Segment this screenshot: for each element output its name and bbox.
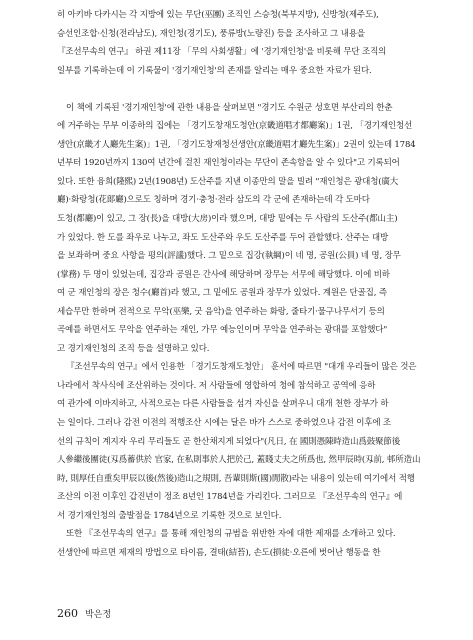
text-line: 『조선무속의 연구』 하권 제11장 「무의 사회생활」에 '경기재인청'을 비롯해 무단 조직의: [57, 47, 387, 58]
text-line: 여 군 재인청의 장은 청수(廳首)라 했고, 그 밑에도 공원과 장무가 있었다. 계원은 단골집, 즉: [57, 288, 387, 299]
text-line: 가 있었다. 한 도를 좌우로 나누고, 좌도 도산주와 우도 도산주를 두어 관할했다. 산주는 대방: [57, 232, 389, 243]
text-line: 人參繼後團徒(刄爲蓄供於 官家, 在私則事於人把於己, 蓋賤丈夫之所爲也, 然甲辰時(刄前, 邨所造山: [57, 455, 421, 466]
text-line: 『조선무속의 연구』에서 인용한 「경기도창재도청안」 훈서에 따르면 "대개 우리들이 많은 것은: [66, 362, 417, 373]
text-line: 승선인조합·신청(전라남도), 재인청(경기도), 풍류방(노량진) 등을 조사하고 그 내용을: [57, 28, 365, 39]
text-line: 또한 『조선무속의 연구』를 통해 재인청의 규범을 위반한 자에 대한 제재를 소개하고 있다.: [66, 529, 396, 540]
text-line: 고 경기재인청의 조직 등을 설명하고 있다.: [57, 343, 210, 354]
paragraph-2: [57, 99, 429, 359]
text-line: 있다. 또한 융희(隆熙) 2년(1908년) 도산주를 지낸 이종만의 말을 빌려 "재인청은 광대청(廣大: [57, 176, 399, 187]
paragraph-1: [57, 6, 429, 80]
paragraph-3: [57, 358, 429, 562]
text-line: 서 경기재인청의 출발점을 1784년으로 기록한 것으로 보인다.: [57, 510, 282, 521]
text-line: 일부를 기록하는데 이 기록물이 '경기재인청'의 존재를 알리는 매우 중요한 자료가 된다.: [57, 65, 372, 76]
text-line: 여 관가에 이바지하고, 사적으로는 다른 사람들을 섬겨 자신을 살펴우니 대개 천한 장부가 하: [57, 399, 389, 410]
text-line: 년부터 1920년까지 130여 년간에 걸친 재인청이라는 무단이 존속함을 알 수 있다"고 기록되어: [57, 158, 400, 169]
text-line: 곡예를 하면서도 무악을 연주하는 재인, 가무 예능인이며 무악을 연주하는 광대를 포함했다": [57, 325, 388, 336]
text-line: 세습무만 한하며 전적으로 무악(巫樂, 굿 음악)을 연주하는 화랑, 줄타기·물구나무서기 등의: [57, 306, 385, 317]
text-line: 廳)·화랑청(花郞廳)으로도 칭하며 경기·충청·전라 삼도의 각 군에 존재하는데 각 도마다: [57, 195, 370, 206]
text-line: 나라에서 착사식에 조산위하는 것이다. 저 사람들에 영합하여 청에 참석하고 공역에 응하: [57, 380, 376, 391]
text-line: 도청(都廳)이 있고, 그 장(長)을 대방(大房)이라 했으며, 대방 밑에는 두 사람의 도산주(都山主): [57, 213, 398, 224]
text-line: 는 일이다. 그러나 감전 이전의 적행조산 시에는 달은 바가 스스로 중하였으나 감전 이후에 조: [57, 417, 391, 428]
text-line: (掌務) 두 명이 있었는데, 집강과 공원은 간사에 해당하며 장무는 서무에 해당했다. 이에 비하: [57, 269, 390, 280]
text-line: 선의 규칙이 계지자 우리 무리들도 곧 한산채지게 되었다"(凡日, 在 國則憑陳時造山爲鼓聚節後: [57, 436, 401, 447]
text-line: 에 거주하는 무부 이종하의 집에는 「경기도창재도청안(京畿道唱才都廳案)」1권, 「경기재인청선: [57, 121, 413, 132]
body-text: [57, 0, 429, 562]
running-author: 박은정: [85, 610, 112, 620]
text-line: 선생안에 따르면 제재의 방법으로 타이름, 결태(結苔), 손도(損徒·오른에 벗어난 행동을 한: [57, 547, 381, 558]
text-line: 이 책에 기록된 '경기재인청'에 관한 내용을 살펴보면 "경기도 수원군 성호면 부산리의 한춘: [66, 102, 393, 113]
page-number: 260: [57, 607, 78, 620]
text-line: 時, 則厚任自重矣甲辰以後(然後)造山之規則, 吾輩則斯(國)閒散)라는 내용이 있는데 여기에서 적행: [57, 473, 415, 484]
text-line: 생안(京畿才人廳先生案)」1권, 「경기도창재청선생안(京畿道唱才廳先生案)」2권이 있는데 1784: [57, 139, 416, 150]
text-line: 조산의 이전 이후인 갑진년이 정조 8년인 1784년을 가리킨다. 그러므로 『조선무속의 연구』에: [57, 492, 403, 503]
text-line: 히 아키바 다카시는 각 지방에 있는 무단(巫團) 조직인 스승청(북부지방), 신방청(제주도),: [57, 10, 379, 20]
page-footer: [57, 602, 111, 621]
text-line: 을 보좌하며 중요 사항을 평의(評議)했다. 그 밑으로 집강(執綱)이 네 명, 공원(公員) 네 명, 장무: [57, 251, 401, 262]
